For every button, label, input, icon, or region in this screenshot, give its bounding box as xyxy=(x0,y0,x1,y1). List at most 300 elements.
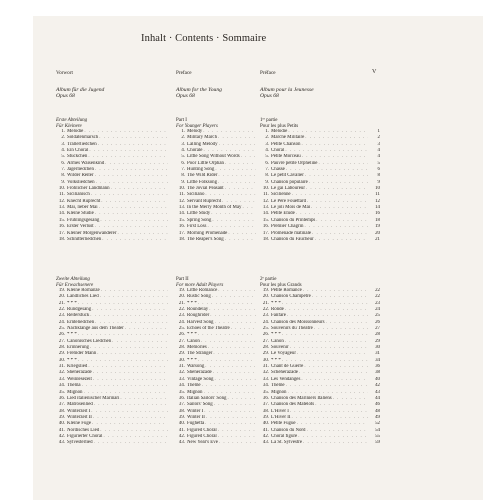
entry-title: * * * xyxy=(271,300,281,306)
entry-title: Premier Chagrin xyxy=(271,224,304,230)
entry-number: 18. xyxy=(178,236,185,242)
entry-title: The Jovial Peasant xyxy=(187,186,224,192)
entry-title: Warsong xyxy=(187,364,205,370)
entry-title: Hunting Song xyxy=(187,167,215,173)
entry-page-number: 14 xyxy=(375,205,380,211)
part-label: Part I xyxy=(176,118,187,123)
entry-number: 33. xyxy=(178,376,185,382)
entry-title: Lied italienischer Marinari xyxy=(67,395,120,401)
entry-page-number: 6 xyxy=(377,167,380,173)
entry-number: 32. xyxy=(58,370,65,376)
entry-number: 43. xyxy=(262,440,269,446)
entry-page-number: 27 xyxy=(375,326,380,332)
entry-page-number: 36 xyxy=(375,364,380,370)
entry-title: Echoes of the Theatre xyxy=(187,326,230,332)
entry-number: 42. xyxy=(58,433,65,439)
entry-title: * * * xyxy=(271,357,281,363)
entry-number: 6. xyxy=(265,160,269,166)
entry-title: Ländliches Lied xyxy=(67,294,99,300)
contents-list-en-part2 xyxy=(176,288,256,447)
entry-page-number: 25 xyxy=(375,313,380,319)
entry-number: 43. xyxy=(58,440,65,446)
part1-heading-fr xyxy=(260,118,298,130)
entry-number: 5. xyxy=(181,154,185,160)
entry-title: Mélodie xyxy=(271,129,288,134)
entry-title: Mignon xyxy=(67,389,83,395)
entry-page-number: 38 xyxy=(375,370,380,376)
entry-title: Soldatenmarsch xyxy=(67,135,99,141)
part-label: 2ᵉ partie xyxy=(260,277,277,282)
entry-number: 38. xyxy=(262,408,269,414)
entry-title: Sailors' Song xyxy=(187,402,213,408)
entry-number: 16. xyxy=(178,224,185,230)
part-subtitle: Pour les plus Grands xyxy=(260,282,302,288)
entry-title: New Year's Eve xyxy=(187,440,218,446)
preface-label-fr: Préface xyxy=(260,70,276,76)
entry-title: Figured Choral xyxy=(187,433,217,439)
entry-title: Marche Militaire xyxy=(271,135,305,141)
entry-number: 22. xyxy=(262,307,269,313)
entry-title: Chanson populaire xyxy=(271,179,308,185)
entry-number: 27. xyxy=(178,338,185,344)
entry-title: In the Merry Month of May xyxy=(187,205,242,211)
entry-number: 41. xyxy=(262,427,269,433)
entry-title: * * * xyxy=(187,300,197,306)
entry-title: Le joli Mois de Mai xyxy=(271,205,311,211)
entry-page-number: 22 xyxy=(375,288,380,293)
entry-title: Erinnerung xyxy=(67,345,90,351)
entry-title: Chanson du Nord xyxy=(271,427,306,433)
entry-title: Chanson du Faucheur xyxy=(271,236,314,242)
entry-number: 41. xyxy=(178,427,185,433)
entry-title: Chorale xyxy=(187,148,203,154)
entry-page-number: 49 xyxy=(375,414,380,420)
entry-title: Choral xyxy=(271,148,285,154)
entry-title: Jägerliedchen xyxy=(67,167,94,173)
entry-number: 36. xyxy=(178,395,185,401)
entry-number: 17. xyxy=(58,230,65,236)
entry-number: 1. xyxy=(181,129,185,134)
page-title: Inhalt · Contents · Sommaire xyxy=(141,33,267,44)
entry-title: Promenade matinale xyxy=(271,230,312,236)
entry-title: Sheherazade xyxy=(67,370,92,376)
entry-number: 17. xyxy=(262,230,269,236)
entry-title: Little Folksong xyxy=(187,179,218,185)
entry-title: Sicilianisch xyxy=(67,192,90,198)
entry-number: 35. xyxy=(58,389,65,395)
entry-number: 38. xyxy=(58,408,65,414)
entry-title: Les Vendanges xyxy=(271,376,301,382)
entry-number: 13. xyxy=(178,205,185,211)
entry-number: 20. xyxy=(58,294,65,300)
entry-number: 31. xyxy=(58,364,65,370)
contents-list-fr-part1 xyxy=(260,129,380,243)
album-title-de xyxy=(56,87,104,99)
entry-number: 31. xyxy=(178,364,185,370)
entry-number: 30. xyxy=(178,357,185,363)
dot-leader xyxy=(225,237,256,243)
entry-number: 16. xyxy=(58,224,65,230)
entry-number: 26. xyxy=(178,332,185,338)
part-subtitle: Pour les plus Petits xyxy=(260,123,299,129)
part1-heading-de xyxy=(56,118,87,130)
entry-title: * * * xyxy=(67,357,77,363)
entry-title: Kriegslied xyxy=(67,364,88,370)
entry-number: 38. xyxy=(178,408,185,414)
part-subtitle: For Younger Players xyxy=(176,123,218,129)
entry-title: Rundgesang xyxy=(67,307,92,313)
entry-title: Sylvesterlied xyxy=(67,440,93,446)
entry-number: 1. xyxy=(61,129,65,134)
entry-title: Nordisches Lied xyxy=(67,427,100,433)
entry-page-number: 59 xyxy=(375,440,380,446)
entry-title: Canon xyxy=(271,338,284,344)
contents-entry xyxy=(56,440,168,446)
entry-number: 18. xyxy=(262,236,269,242)
entry-number: 13. xyxy=(58,205,65,211)
entry-number: 5. xyxy=(265,154,269,160)
entry-title: * * * xyxy=(271,332,281,338)
entry-title: Theme xyxy=(187,383,201,389)
entry-number: 10. xyxy=(178,186,185,192)
entry-number: 16. xyxy=(262,224,269,230)
entry-title: Kleine Studie xyxy=(67,211,94,217)
entry-page-number: 24 xyxy=(375,307,380,313)
entry-number: 9. xyxy=(61,179,65,185)
entry-number: 19. xyxy=(262,288,269,293)
part-label: 1ʳᵉ partie xyxy=(260,118,278,123)
entry-number: 23. xyxy=(178,313,185,319)
entry-title: Le Voyageur xyxy=(271,351,296,357)
entry-number: 8. xyxy=(265,173,269,179)
entry-title: Thema xyxy=(67,383,81,389)
part2-heading-en xyxy=(176,277,223,289)
contents-entry xyxy=(56,237,168,243)
entry-title: Memories xyxy=(187,345,207,351)
entry-title: Petite Morceau xyxy=(271,154,301,160)
entry-title: Choral figuré xyxy=(271,433,298,439)
entry-title: Fröhlicher Landmann xyxy=(67,186,110,192)
entry-title: First Loss xyxy=(187,224,207,230)
entry-number: 40. xyxy=(178,421,185,427)
entry-number: 7. xyxy=(265,167,269,173)
entry-title: * * * xyxy=(67,300,77,306)
entry-number: 34. xyxy=(58,383,65,389)
entry-title: Servant Ruprecht xyxy=(187,198,222,204)
album-title-line: Album for the Young xyxy=(176,87,222,93)
entry-number: 21. xyxy=(58,300,65,306)
entry-number: 6. xyxy=(61,160,65,166)
entry-title: Matrosenlied xyxy=(67,402,93,408)
entry-number: 37. xyxy=(178,402,185,408)
entry-number: 21. xyxy=(262,300,269,306)
entry-title: Roughrider xyxy=(187,313,210,319)
preface-page-number: V xyxy=(372,69,377,75)
entry-page-number: 22 xyxy=(375,294,380,300)
entry-title: Chanson Champêtre xyxy=(271,294,311,300)
entry-page-number: 46 xyxy=(375,402,380,408)
entry-number: 35. xyxy=(178,389,185,395)
entry-number: 33. xyxy=(58,376,65,382)
album-title-line: Album für die Jugend xyxy=(56,87,105,93)
entry-number: 22. xyxy=(58,307,65,313)
entry-title: Le gai Laboureur xyxy=(271,186,305,192)
entry-title: Military March xyxy=(187,135,218,141)
entry-title: Pauvre petite Orpheline xyxy=(271,160,318,166)
entry-title: The Reaper's Song xyxy=(187,236,224,242)
entry-title: Chanson des Mariniers Italiens xyxy=(271,395,332,401)
entry-page-number: 23 xyxy=(375,300,380,306)
entry-title: Le Père Fouettard xyxy=(271,198,307,204)
entry-number: 3. xyxy=(265,141,269,147)
entry-title: Petite Fugue xyxy=(271,421,296,427)
entry-page-number: 2 xyxy=(377,135,380,141)
entry-number: 24. xyxy=(262,319,269,325)
entry-page-number: 20 xyxy=(375,230,380,236)
entry-number: 23. xyxy=(262,313,269,319)
entry-number: 36. xyxy=(262,395,269,401)
entry-number: 18. xyxy=(58,236,65,242)
entry-number: 14. xyxy=(178,211,185,217)
entry-title: Little Study xyxy=(187,211,211,217)
entry-title: Volksliedchen xyxy=(67,179,95,185)
entry-title: Souvenir xyxy=(271,345,289,351)
entry-number: 17. xyxy=(178,230,185,236)
part-label: Erste Abteilung xyxy=(56,118,88,123)
entry-number: 9. xyxy=(265,179,269,185)
entry-title: Petite Etude xyxy=(271,211,295,217)
entry-page-number: 52 xyxy=(375,421,380,427)
entry-number: 34. xyxy=(178,383,185,389)
entry-title: Weinlesezeit xyxy=(67,376,92,382)
entry-title: Figured Choral xyxy=(187,427,217,433)
entry-title: Trällerliedchen xyxy=(67,141,97,147)
entry-number: 41. xyxy=(58,427,65,433)
entry-number: 28. xyxy=(262,345,269,351)
entry-title: Kleine Fuge xyxy=(67,421,92,427)
entry-page-number: 9 xyxy=(377,179,380,185)
entry-number: 42. xyxy=(262,433,269,439)
entry-page-number: 4 xyxy=(377,148,380,154)
album-title-fr xyxy=(260,87,314,99)
entry-number: 15. xyxy=(58,217,65,223)
entry-number: 13. xyxy=(262,205,269,211)
dot-leader xyxy=(94,440,168,446)
entry-number: 12. xyxy=(178,198,185,204)
entry-title: Chasse xyxy=(271,167,285,173)
entry-title: Canonisches Liedchen xyxy=(67,338,112,344)
entry-title: Mai, lieber Mai xyxy=(67,205,98,211)
entry-page-number: 21 xyxy=(375,236,380,242)
entry-title: Little Song Without Words xyxy=(187,154,240,160)
entry-title: Frühlingsgesang xyxy=(67,217,100,223)
entry-number: 34. xyxy=(262,383,269,389)
entry-number: 23. xyxy=(58,313,65,319)
entry-title: Mignon xyxy=(271,389,287,395)
album-opus-line: Opus 68 xyxy=(56,93,75,99)
entry-title: Stückchen xyxy=(67,154,88,160)
entry-title: Ernteliedchen xyxy=(67,319,95,325)
entry-number: 19. xyxy=(178,288,185,293)
entry-number: 28. xyxy=(58,345,65,351)
entry-title: * * * xyxy=(67,332,77,338)
entry-number: 29. xyxy=(262,351,269,357)
entry-number: 37. xyxy=(58,402,65,408)
entry-number: 5. xyxy=(61,154,65,160)
entry-page-number: 11 xyxy=(375,192,380,198)
contents-list-de-part1 xyxy=(56,129,168,243)
entry-number: 10. xyxy=(262,186,269,192)
entry-number: 27. xyxy=(58,338,65,344)
entry-title: Sheherazade xyxy=(187,370,212,376)
preface-label-en: Preface xyxy=(176,70,192,76)
entry-title: Winterzeit I xyxy=(67,408,91,414)
entry-number: 4. xyxy=(61,148,65,154)
entry-page-number: 28 xyxy=(375,332,380,338)
entry-number: 15. xyxy=(262,217,269,223)
entry-number: 27. xyxy=(262,338,269,344)
entry-title: Petite Chanson xyxy=(271,141,301,147)
entry-number: 37. xyxy=(262,402,269,408)
entry-page-number: 3 xyxy=(377,141,380,147)
entry-title: Petite Romance xyxy=(271,288,302,293)
entry-number: 2. xyxy=(181,135,185,141)
entry-page-number: 26 xyxy=(375,319,380,325)
contents-list-de-part2 xyxy=(56,288,168,447)
dot-leader xyxy=(315,237,368,243)
entry-page-number: 43 xyxy=(375,389,380,395)
entry-number: 1. xyxy=(265,129,269,134)
entry-title: Fanfare xyxy=(271,313,286,319)
part-subtitle: Für Kleinere xyxy=(56,123,82,129)
entry-number: 2. xyxy=(265,135,269,141)
entry-number: 40. xyxy=(58,421,65,427)
entry-title: Canon xyxy=(187,338,200,344)
entry-title: Knecht Ruprecht xyxy=(67,198,101,204)
entry-number: 12. xyxy=(262,198,269,204)
entry-number: 43. xyxy=(178,440,185,446)
entry-number: 32. xyxy=(262,370,269,376)
entry-page-number: 30 xyxy=(375,345,380,351)
entry-title: Roundelay xyxy=(187,307,209,313)
entry-title: The Wild Rider xyxy=(187,173,218,179)
entry-number: 26. xyxy=(262,332,269,338)
entry-title: Vintage Song xyxy=(187,376,214,382)
entry-number: 32. xyxy=(178,370,185,376)
album-opus-line: Opus 68 xyxy=(260,93,279,99)
entry-number: 39. xyxy=(262,414,269,420)
entry-title: Chanson du Printemps xyxy=(271,217,316,223)
entry-title: Souvenirs du Théâtre xyxy=(271,326,313,332)
entry-number: 6. xyxy=(181,160,185,166)
contents-list-fr-part2 xyxy=(260,288,380,447)
entry-number: 22. xyxy=(178,307,185,313)
entry-number: 21. xyxy=(178,300,185,306)
entry-title: Erster Verlust xyxy=(67,224,94,230)
entry-number: 8. xyxy=(61,173,65,179)
entry-number: 29. xyxy=(178,351,185,357)
entry-title: Le petit Cavalier xyxy=(271,173,304,179)
entry-page-number: 12 xyxy=(375,198,380,204)
album-opus-line: Opus 68 xyxy=(176,93,195,99)
dot-leader xyxy=(102,237,168,243)
part-subtitle: For more Adult Players xyxy=(176,282,224,288)
entry-page-number: 40 xyxy=(375,376,380,382)
entry-number: 15. xyxy=(178,217,185,223)
entry-number: 30. xyxy=(58,357,65,363)
entry-number: 11. xyxy=(179,192,185,198)
entry-title: Chanson des Matelots xyxy=(271,402,315,408)
entry-page-number: 10 xyxy=(375,186,380,192)
entry-page-number: 34 xyxy=(375,357,380,363)
entry-title: L'Hiver II xyxy=(271,414,291,420)
entry-title: Morning Promenade xyxy=(187,230,228,236)
entry-number: 11. xyxy=(59,192,65,198)
entry-page-number: 31 xyxy=(375,351,380,357)
dot-leader xyxy=(219,440,256,446)
entry-number: 14. xyxy=(58,211,65,217)
entry-title: Nachklänge aus dem Theater xyxy=(67,326,124,332)
entry-number: 39. xyxy=(178,414,185,420)
entry-title: Wilder Reiter xyxy=(67,173,94,179)
entry-title: Winter I xyxy=(187,408,204,414)
entry-number: 2. xyxy=(61,135,65,141)
entry-title: L'Hiver I xyxy=(271,408,289,414)
entry-number: 9. xyxy=(181,179,185,185)
entry-title: Rustic Song xyxy=(187,294,211,300)
entry-title: Harvest Song xyxy=(187,319,214,325)
entry-number: 25. xyxy=(58,326,65,332)
entry-title: Chanson des Moissonneurs xyxy=(271,319,325,325)
entry-title: Chant de Guerre xyxy=(271,364,304,370)
entry-number: 35. xyxy=(262,389,269,395)
entry-title: Mignon xyxy=(187,389,203,395)
contents-entry xyxy=(260,237,380,243)
part2-heading-de xyxy=(56,277,93,289)
entry-title: Armes Waisenkind xyxy=(67,160,105,166)
entry-page-number: 1 xyxy=(377,129,380,134)
entry-title: Thème xyxy=(271,383,285,389)
entry-title: La St. Sylvestre xyxy=(271,440,303,446)
entry-title: The Stranger xyxy=(187,351,213,357)
entry-page-number: 42 xyxy=(375,383,380,389)
entry-title: Schnitterliedchen xyxy=(67,236,102,242)
entry-title: Kleiner Morgenwanderer xyxy=(67,230,117,236)
entry-title: Melodie xyxy=(67,129,84,134)
entry-title: Sicilienne xyxy=(271,192,291,198)
part-subtitle: Für Erwachsenere xyxy=(56,282,94,288)
entry-number: 40. xyxy=(262,421,269,427)
entry-title: Fremder Mann xyxy=(67,351,97,357)
part2-heading-fr xyxy=(260,277,302,289)
entry-page-number: 4 xyxy=(377,154,380,160)
entry-title: Figurierter Choral xyxy=(67,433,103,439)
entry-number: 36. xyxy=(58,395,65,401)
part-label: Part II xyxy=(176,277,189,282)
entry-number: 12. xyxy=(58,198,65,204)
entry-number: 20. xyxy=(262,294,269,300)
entry-number: 20. xyxy=(178,294,185,300)
contents-entry xyxy=(176,440,256,446)
entry-title: * * * xyxy=(187,357,197,363)
entry-title: Schéhérazade xyxy=(271,370,298,376)
entry-number: 24. xyxy=(58,319,65,325)
contents-list-en-part1 xyxy=(176,129,256,243)
dot-leader xyxy=(303,440,368,446)
entry-title: Spring Song xyxy=(187,217,212,223)
part-label: Zweite Abteilung xyxy=(56,277,90,282)
entry-number: 14. xyxy=(262,211,269,217)
